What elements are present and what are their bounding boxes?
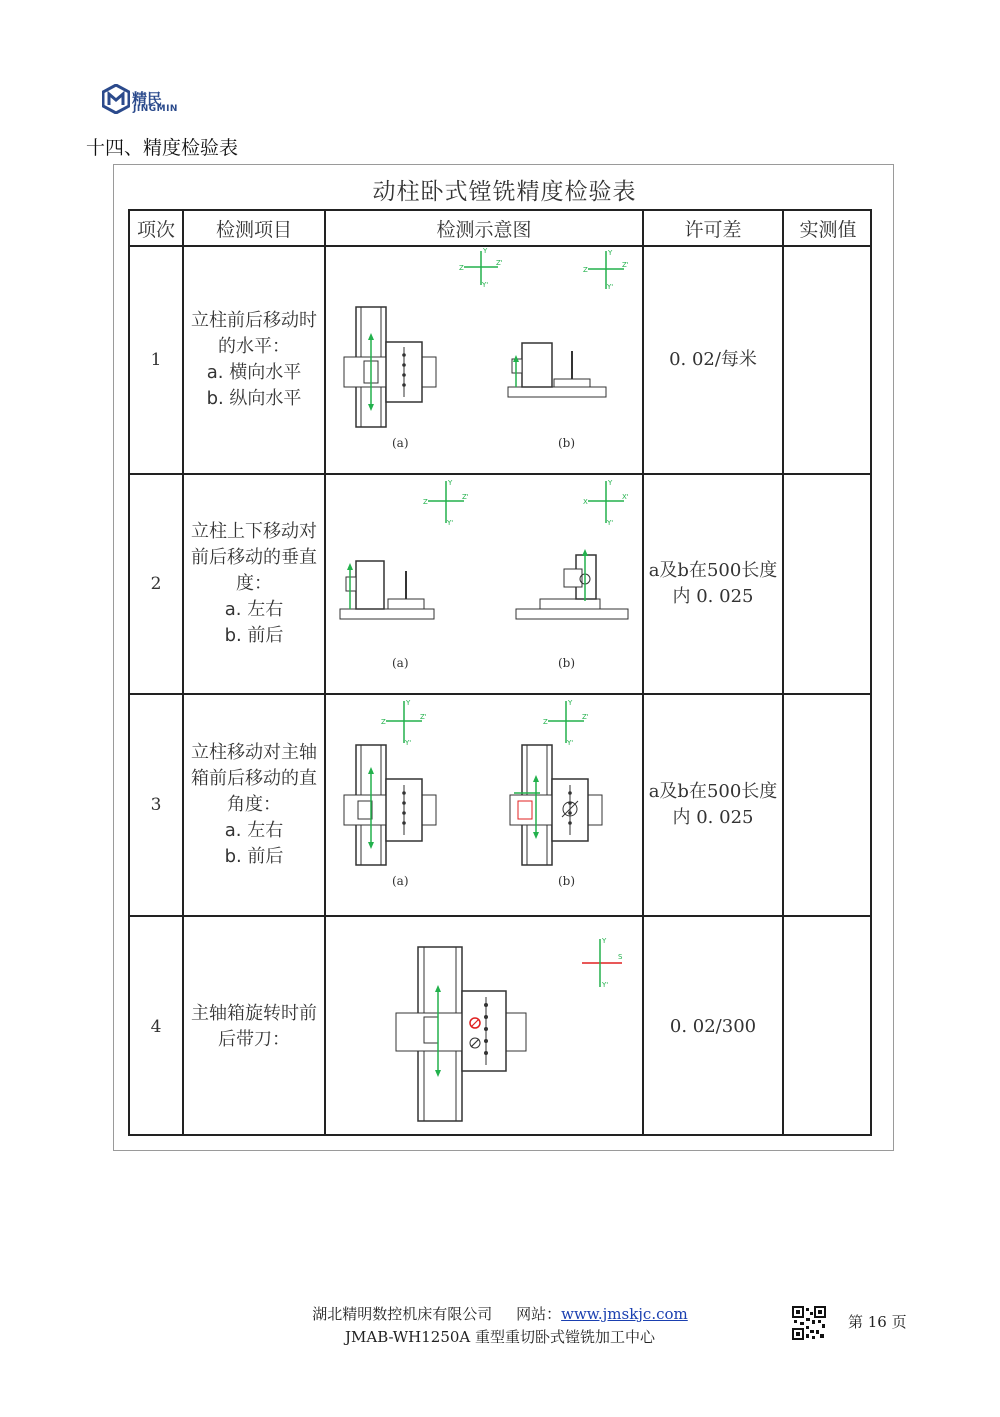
svg-text:Z: Z <box>543 718 548 726</box>
svg-text:Z': Z' <box>420 713 427 721</box>
svg-text:Y: Y <box>602 937 607 945</box>
header-tolerance: 许可差 <box>684 218 742 241</box>
qr-code-icon <box>792 1306 826 1340</box>
svg-text:Z: Z <box>583 266 588 274</box>
svg-text:S: S <box>618 953 623 961</box>
svg-text:Y: Y <box>483 247 488 255</box>
svg-text:Z': Z' <box>582 713 589 721</box>
table-title: 动柱卧式镗铣精度检验表 <box>372 179 637 205</box>
svg-text:Y: Y <box>608 479 613 487</box>
caption-a: (a) <box>392 656 409 670</box>
svg-text:Z: Z <box>423 498 428 506</box>
row-2-tolerance: a及b在500长度 内 0. 025 <box>648 560 778 607</box>
row-3-measured-value <box>784 695 872 915</box>
footer-company: 湖北精明数控机床有限公司 <box>312 1305 493 1323</box>
svg-text:Z: Z <box>459 264 464 272</box>
caption-b: (b) <box>558 656 576 670</box>
svg-text:Z': Z' <box>496 259 503 267</box>
svg-text:Y': Y' <box>607 519 614 527</box>
logo-text-cn: 精民 <box>132 90 163 108</box>
header-measured: 实测值 <box>799 218 857 241</box>
svg-text:Y: Y <box>608 249 613 257</box>
section-title: 十四、精度检验表 <box>86 137 239 159</box>
svg-text:Y': Y' <box>447 519 454 527</box>
row-3-diagram <box>326 695 642 915</box>
row-2-diagram <box>326 475 642 693</box>
svg-text:Y': Y' <box>405 739 412 747</box>
row-1-diagram <box>326 247 642 473</box>
svg-text:X: X <box>583 498 588 506</box>
footer-site-label: 网站： <box>516 1305 562 1323</box>
svg-text:Y: Y <box>406 699 411 707</box>
header-index: 项次 <box>136 218 175 241</box>
row-3-number: 3 <box>150 795 162 815</box>
inspection-table <box>128 209 872 1136</box>
row-1-number: 1 <box>150 350 162 370</box>
page-number: 第 16 页 <box>848 1313 907 1331</box>
company-logo <box>102 84 192 120</box>
row-4-measured-value <box>784 917 872 1136</box>
row-1-item: 立柱前后移动时 的水平： a. 横向水平 b. 纵向水平 <box>191 310 317 409</box>
row-1-tolerance: 0. 02/每米 <box>669 349 757 370</box>
caption-a: (a) <box>392 436 409 450</box>
row-4-diagram <box>326 917 642 1136</box>
svg-text:Y': Y' <box>567 739 574 747</box>
svg-text:Z: Z <box>381 718 386 726</box>
footer-product: JMAB-WH1250A 重型重切卧式镗铣加工中心 <box>344 1328 656 1346</box>
svg-text:Z': Z' <box>622 261 629 269</box>
caption-b: (b) <box>558 436 576 450</box>
row-2-item: 立柱上下移动对 前后移动的垂直 度： a. 左右 b. 前后 <box>191 521 317 646</box>
svg-text:Z': Z' <box>462 493 469 501</box>
caption-a: (a) <box>392 874 409 888</box>
row-2-number: 2 <box>150 574 162 594</box>
row-4-item: 主轴箱旋转时前 后带刀： <box>191 1002 317 1050</box>
row-4-number: 4 <box>150 1016 162 1037</box>
svg-text:Y': Y' <box>602 981 609 989</box>
inspection-table-frame <box>113 164 894 1151</box>
svg-text:X': X' <box>622 493 629 501</box>
caption-b: (b) <box>558 874 576 888</box>
header-item: 检测项目 <box>215 218 292 241</box>
header-diagram: 检测示意图 <box>436 218 532 241</box>
svg-text:Y': Y' <box>482 281 489 289</box>
row-1-measured-value <box>784 247 872 473</box>
logo-text-en: JINGMIN <box>133 104 178 114</box>
row-4-tolerance: 0. 02/300 <box>669 1015 757 1037</box>
jingmin-logo-icon <box>102 84 130 114</box>
svg-text:Y: Y <box>448 479 453 487</box>
svg-text:Y: Y <box>568 699 573 707</box>
footer-website-link[interactable]: www.jmskjc.com <box>561 1305 688 1323</box>
row-3-tolerance: a及b在500长度 内 0. 025 <box>648 781 778 828</box>
row-3-item: 立柱移动对主轴 箱前后移动的直 角度： a. 左右 b. 前后 <box>191 742 317 867</box>
row-2-measured-value <box>784 475 872 693</box>
svg-text:Y': Y' <box>607 283 614 291</box>
